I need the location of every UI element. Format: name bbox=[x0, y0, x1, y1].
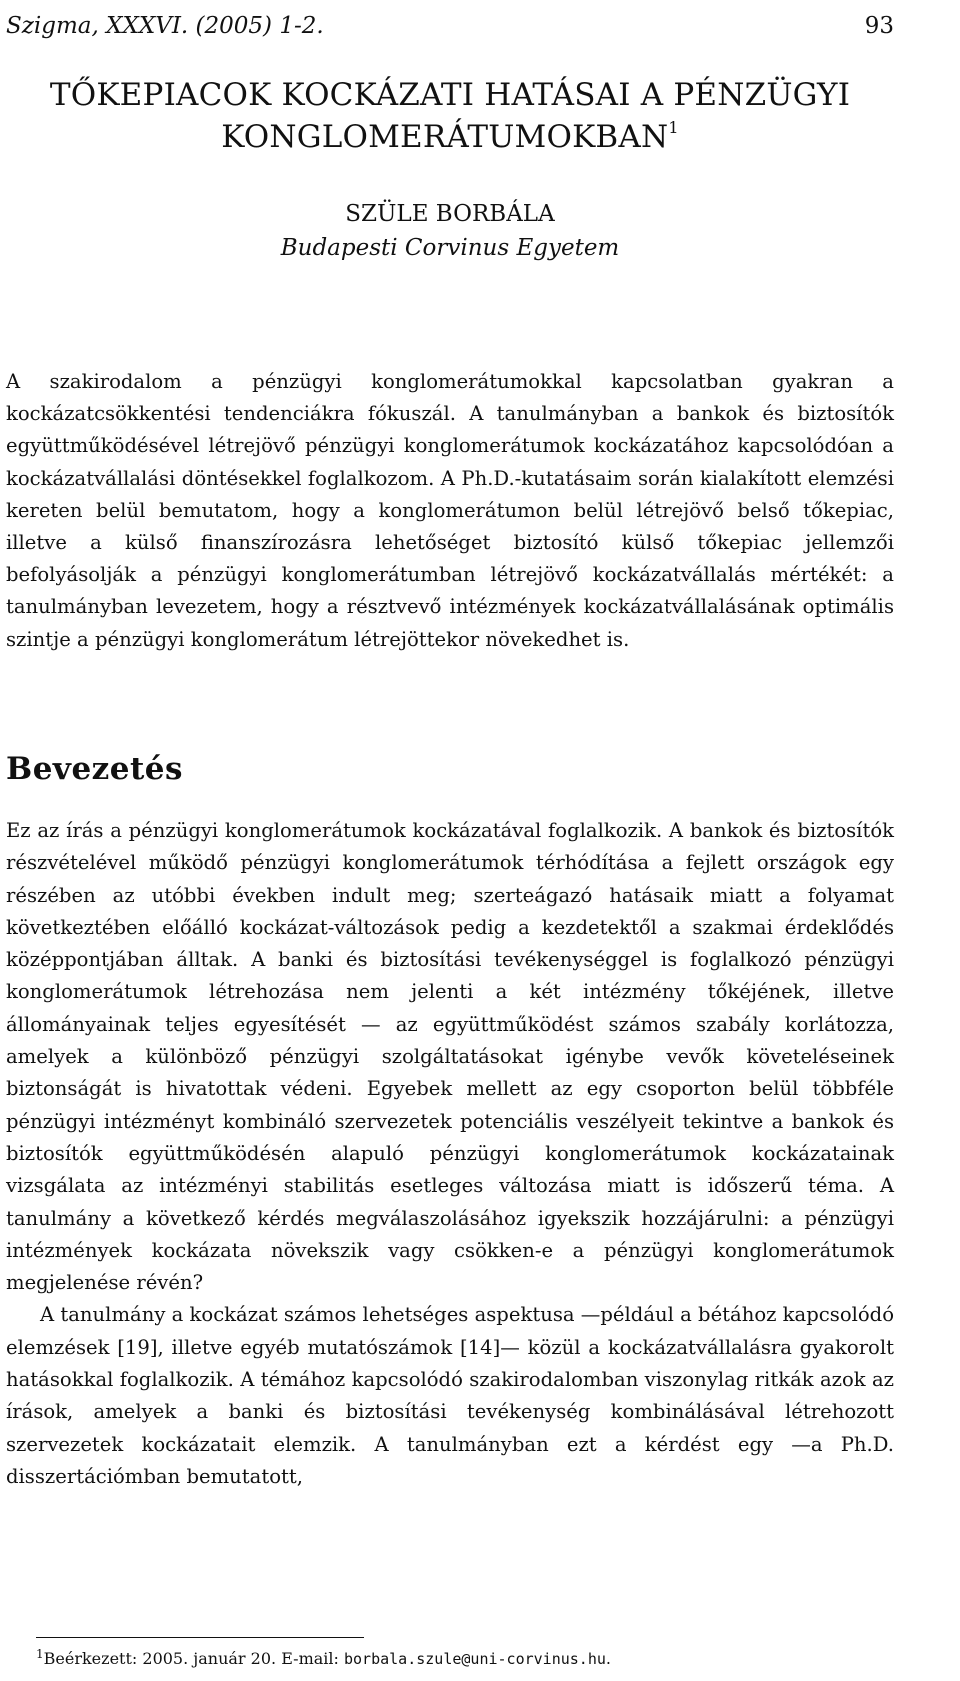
article-title bbox=[6, 74, 894, 158]
running-header bbox=[6, 6, 894, 46]
body-paragraph-1: Ez az írás a pénzügyi konglomerátumok kockázatával foglalkozik. A bankok és biztosítók részvételével működő pénzügyi konglomerátumok térhódítása a fejlett országok egy részében az utóbbi években indult meg; szerteágazó hatásaik miatt a folyamat következtében előálló kockázat-változások pedig a kezdetektől a szakmai érdeklődés középpontjában álltak. A banki és biztosítási tevékenységgel is foglalkozó pénzügyi konglomerátumok létrehozása nem jelenti a két intézmény tőkéjének, illetve állományainak teljes egyesítését — az együttműködést számos szabály korlátozza, amelyek a különböző pénzügyi szolgáltatásokat igénybe vevők követeléseinek biztonságát is hivatottak védeni. Egyebek mellett az egy csoporton belül többféle pénzügyi intézményt kombináló szervezetek potenciális veszélyeit tekintve a bankok és biztosítók együttműködésén alapuló pénzügyi konglomerátumok kockázatainak vizsgálata az intézményi stabilitás esetleges változása miatt is időszerű téma. A tanulmány a következő kérdés megválaszolásához igyekszik hozzájárulni: a pénzügyi intézmények kockázata növekszik vagy csökken-e a pénzügyi konglomerátumok megjelenése révén? bbox=[6, 819, 894, 1295]
footnote bbox=[36, 1645, 896, 1673]
abstract bbox=[6, 366, 894, 656]
footnote-mark: 1 bbox=[36, 1647, 44, 1661]
footnote-text: Beérkezett: 2005. január 20. E-mail: bbox=[43, 1649, 344, 1668]
author-name: SZÜLE BORBÁLA bbox=[345, 201, 555, 227]
section-heading: Bevezetés bbox=[6, 751, 183, 787]
title-line-2-text: KONGLOMERÁTUMOKBAN bbox=[221, 119, 669, 155]
body-paragraph-2: A tanulmány a kockázat számos lehetséges aspektusa —például a bétához kapcsolódó elemzések [19], illetve egyéb mutatószámok [14]— közül a kockázatvállalásra gyakorolt hatásokkal foglalkozik. A témához kapcsolódó szakirodalomban viszonylag ritkák azok az írások, amelyek a banki és biztosítási tevékenység kombinálásával létrehozott szervezetek kockázatait elemzik. A tanulmányban ezt a kérdést egy —a Ph.D. disszertációmban bemutatott, bbox=[6, 1303, 895, 1488]
author-affiliation: Budapesti Corvinus Egyetem bbox=[280, 235, 620, 261]
footnote-end: . bbox=[605, 1649, 611, 1668]
page-number: 93 bbox=[864, 13, 894, 39]
abstract-text: A szakirodalom a pénzügyi konglomerátumokkal kapcsolatban gyakran a kockázatcsökkentési tendenciákra fókuszál. A tanulmányban a bankok és biztosítók együttműködésével létrejövő pénzügyi konglomerátumok kockázatához kapcsolódóan a kockázatvállalási döntésekkel foglalkozom. A Ph.D.-kutatásaim során kialakított elemzési kereten belül bemutatom, hogy a konglomerátumon belül létrejövő belső tőkepiac, illetve a külső finanszírozásra lehetőséget biztosító külső tőkepiac jellemzői befolyásolják a pénzügyi konglomerátumban létrejövő kockázatvállalás mértékét: a tanulmányban levezetem, hogy a résztvevő intézmények kockázatvállalásának optimális szintje a pénzügyi konglomerátum létrejöttekor növekedhet is. bbox=[6, 370, 894, 651]
footnote-divider bbox=[36, 1637, 364, 1638]
footnote-email: borbala.szule@uni-corvinus.hu bbox=[344, 1650, 606, 1668]
title-line-2 bbox=[6, 116, 894, 158]
title-line-1: TŐKEPIACOK KOCKÁZATI HATÁSAI A PÉNZÜGYI bbox=[49, 77, 851, 113]
section-body bbox=[6, 815, 894, 1493]
title-footnote-mark: 1 bbox=[668, 118, 679, 137]
journal-citation: Szigma, XXXVI. (2005) 1-2. bbox=[6, 13, 324, 39]
